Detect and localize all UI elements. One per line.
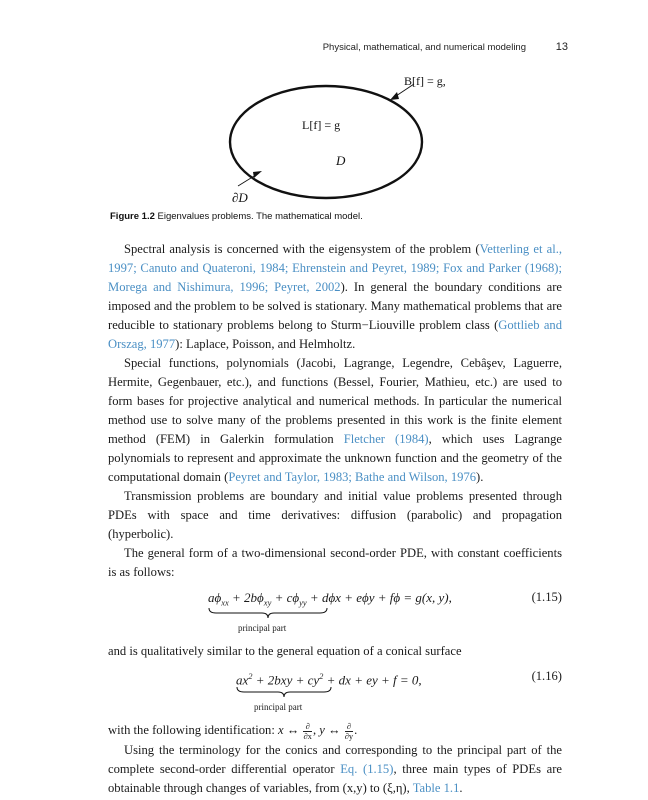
table-link[interactable]: Table 1.1	[412, 780, 460, 795]
figure-1-2	[0, 60, 648, 210]
paragraph-5: and is qualitatively similar to the general equation of a conical surface	[108, 644, 462, 658]
text-run: Special functions, polynomials (Jacobi, Lagrange, Legendre, Cebâşev, Laguerre, Hermite, Gegenbauer, etc.), and functions (Bessel, Fourier, Mathieu, etc.) are used to form bases for projective analytical and numerical methods. In particular the numerical method use to solve many of the problems presented in this work is the finite element method (FEM) in Galerkin formulation	[108, 356, 562, 446]
domain-ellipse	[230, 86, 422, 198]
equation-1-16	[108, 667, 562, 719]
underbrace	[208, 607, 328, 619]
principal-part-brace	[208, 606, 328, 633]
paragraph-3: Transmission problems are boundary and initial value problems presented through PDEs with space and time derivatives: diffusion (parabolic) and propagation (hyperbolic).	[108, 489, 562, 541]
equation-1-16-expression: $ax^2 + 2bxy + cy^2$ + dx + ey + f = 0,	[236, 671, 422, 688]
domain-label: D	[336, 153, 346, 168]
caption-number: Figure 1.2	[110, 211, 155, 222]
text-run: ).	[476, 470, 484, 484]
text-run: Spectral analysis is concerned with the eigensystem of the problem (	[124, 242, 480, 256]
equation-1-15-expression: $a\phi_{xx} + 2b\phi_{xy} + c\phi_{yy} + d\phi x + e\phi y + f\phi = g(x$, y),	[208, 590, 452, 608]
page-header	[0, 40, 568, 56]
running-title: Physical, mathematical, and numerical modeling	[322, 42, 526, 53]
paragraph-1	[108, 240, 562, 354]
equation-1-15-rest: + dϕx + eϕy + fϕ = g(x, y),	[306, 590, 452, 605]
principal-part-label: principal part	[254, 702, 303, 712]
paragraph-6: with the following identification: x ↔ $\frac{\partial}{\partial x}$ , y ↔ $\frac{\partial}{\partial y}$ .	[108, 720, 358, 741]
boundary-arrow-head	[390, 92, 399, 100]
page-number: 13	[555, 41, 568, 53]
caption-text: Eigenvalues problems. The mathematical model.	[157, 211, 363, 222]
text-run: , which uses Lagrange polynomials to represent and approximate the unknown function and the geometry of the computational domain (	[108, 432, 562, 484]
equation-link[interactable]: Eq. (1.15)	[340, 761, 394, 776]
paragraph-2	[108, 354, 562, 487]
principal-part-brace	[236, 685, 332, 712]
operator-label: L[f] = g	[302, 118, 341, 132]
text-run: , three main types of PDEs are obtainable through changes of variables, from (x,y) to (ξ,η),	[108, 761, 563, 795]
text-run: ): Laplace, Poisson, and Helmholtz.	[175, 337, 356, 351]
text-run: with the following identification:	[108, 723, 278, 737]
equation-1-15	[108, 588, 562, 640]
paragraph-7	[108, 741, 562, 798]
boundary-domain-label: ∂D	[232, 190, 248, 205]
text-run: Using the terminology for the conics and corresponding to the principal part of the complete second-order differential operator	[108, 742, 562, 776]
principal-part-label: principal part	[238, 623, 287, 633]
equation-number: (1.15)	[531, 590, 562, 604]
citation-link[interactable]: Peyret and Taylor, 1983; Bathe and Wilson, 1976	[228, 470, 477, 484]
domain-boundary-arrow-head	[253, 171, 262, 178]
equation-1-16-rest: + dx + ey + f = 0,	[323, 672, 422, 688]
body-text	[108, 240, 562, 798]
text-run: .	[459, 780, 463, 795]
text-run: ). In general the boundary conditions are imposed and the problem to be solved is stationary. Many mathematical problems that are reducible to stationary problems belong to Sturm−Liouville problem class (	[108, 280, 562, 332]
figure-caption	[110, 211, 363, 222]
citation-link[interactable]: Gottlieb and Orszag, 1977	[108, 318, 562, 351]
underbrace	[236, 686, 332, 698]
figure-diagram	[0, 60, 648, 210]
boundary-condition-label: B[f] = g,	[404, 74, 446, 88]
equation-number: (1.16)	[531, 669, 562, 683]
citation-link[interactable]: Vetterling et al., 1997; Canuto and Quateroni, 1984; Ehrenstein and Peyret, 1989; Fox and Parker (1968); Morega and Nishimura, 1996; Peyret, 2002	[108, 242, 562, 294]
citation-link[interactable]: Fletcher (1984)	[343, 432, 429, 446]
paragraph-4: The general form of a two-dimensional second-order PDE, with constant coefficients is as follows:	[108, 546, 562, 579]
